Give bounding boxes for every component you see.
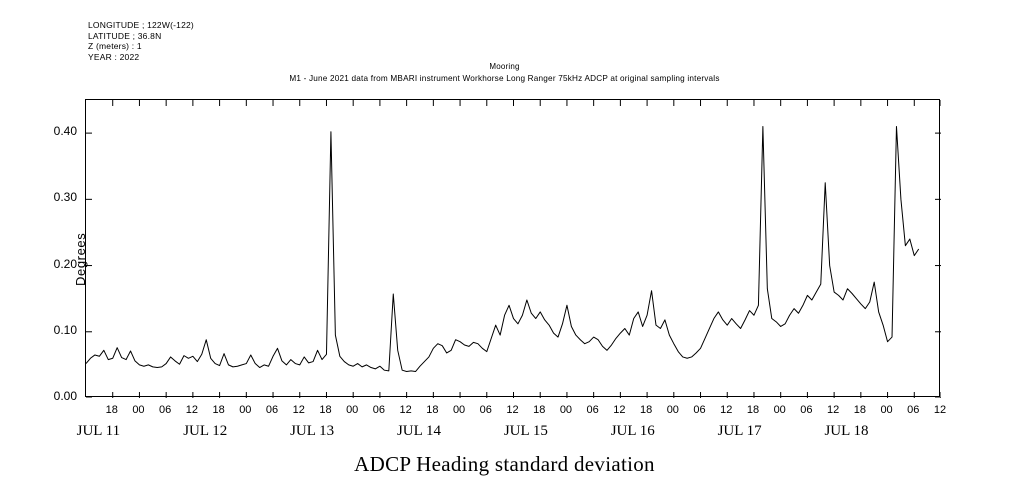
x-tick-day-label: JUL 15	[503, 423, 548, 439]
x-tick-day-label: JUL 18	[824, 423, 869, 439]
x-tick-hour-label: 18	[533, 404, 546, 416]
metadata-longitude: LONGITUDE ; 122W(-122)	[88, 20, 194, 30]
x-tick-day-label: JUL 12	[183, 423, 228, 439]
x-tick-hour-label: 12	[613, 404, 626, 416]
metadata-depth: Z (meters) : 1	[88, 41, 142, 51]
x-tick-hour-label: 12	[506, 404, 519, 416]
x-tick-hour-label: 00	[559, 404, 573, 416]
x-tick-hour-label: 06	[693, 404, 706, 416]
x-tick-hour-label: 06	[586, 404, 599, 416]
x-tick-hour-label: 00	[346, 404, 359, 416]
x-tick-day-label: JUL 11	[76, 423, 121, 439]
metadata-latitude: LATITUDE ; 36.8N	[88, 30, 162, 41]
x-tick-hour-label: 06	[372, 404, 386, 416]
x-tick-day-label: JUL 13	[290, 423, 335, 439]
y-tick-label: 0.30	[53, 190, 77, 205]
x-tick-hour-label: 12	[933, 404, 947, 416]
y-tick-label: 0.10	[53, 322, 77, 337]
x-tick-hour-label: 12	[720, 404, 733, 416]
series-line-svg	[86, 100, 941, 398]
x-tick-hour-label: 00	[132, 404, 145, 416]
x-tick-hour-label: 06	[800, 404, 813, 416]
x-tick-day-label: JUL 17	[717, 423, 762, 439]
x-tick-day-label: JUL 16	[610, 423, 655, 439]
x-tick-hour-label: 06	[479, 404, 492, 416]
x-tick-hour-label: 06	[907, 404, 920, 416]
x-tick-hour-label: 00	[452, 404, 466, 416]
mooring-title: Mooring	[489, 62, 520, 71]
x-tick-hour-label: 12	[185, 404, 198, 416]
x-tick-hour-label: 12	[399, 404, 412, 416]
x-tick-hour-label: 06	[265, 404, 279, 416]
x-tick-hour-label: 18	[319, 404, 332, 416]
y-tick-label: 0.40	[53, 124, 77, 139]
x-tick-hour-label: 12	[827, 404, 840, 416]
y-tick-label: 0.00	[53, 389, 77, 403]
x-tick-hour-label: 18	[426, 404, 439, 416]
x-tick-day-label: JUL 14	[396, 423, 441, 439]
chart-caption: ADCP Heading standard deviation	[354, 452, 655, 476]
x-tick-hour-label: 18	[853, 404, 866, 416]
metadata-year: YEAR : 2022	[88, 51, 140, 62]
metadata-block	[88, 20, 194, 62]
data-series-line	[86, 126, 919, 371]
x-tick-hour-label: 18	[212, 404, 225, 416]
x-tick-hour-label: 18	[105, 404, 118, 416]
x-tick-hour-label: 18	[746, 404, 760, 416]
plot-area	[73, 99, 940, 397]
x-tick-hour-label: 18	[639, 404, 653, 416]
y-axis-label: Degrees	[73, 232, 88, 286]
x-tick-hour-label: 00	[880, 404, 893, 416]
axis-ticks	[86, 100, 941, 398]
x-tick-hour-label: 00	[666, 404, 679, 416]
x-tick-hour-label: 12	[292, 404, 305, 416]
y-tick-label: 0.20	[53, 256, 77, 271]
x-tick-hour-label: 06	[159, 404, 172, 416]
chart-subtitle: M1 - June 2021 data from MBARI instrument Workhorse Long Ranger 75kHz ADCP at original sampling intervals	[289, 74, 720, 83]
x-tick-hour-label: 00	[773, 404, 786, 416]
x-tick-hour-label: 00	[239, 404, 252, 416]
